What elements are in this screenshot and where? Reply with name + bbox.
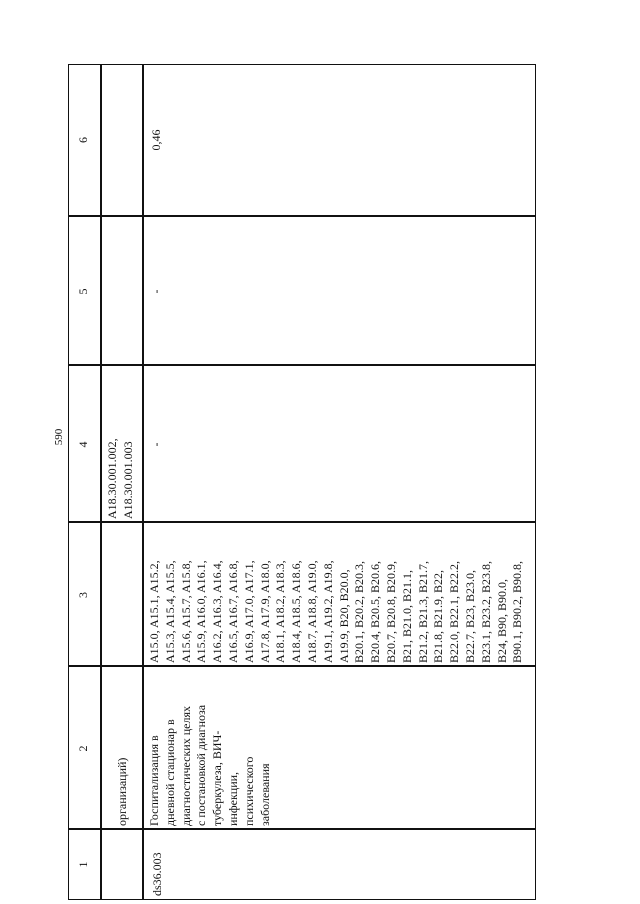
continuation-name-tail: организаций): [115, 757, 129, 826]
row-name-line: диагностических целях: [178, 706, 193, 826]
page-number: 590: [53, 428, 65, 446]
row-service-codes: -: [149, 442, 163, 447]
diagnosis-code-line: B90.1, B90.2, B90.8,: [510, 560, 525, 663]
diagnosis-code-line: B20.4, B20.5, B20.6,: [368, 560, 383, 663]
diagnosis-code-line: B22.7, B23, B23.0,: [462, 569, 477, 663]
diagnosis-code-line: A18.1, A18.2, A18.3,: [273, 560, 288, 663]
col-separator-2: [69, 666, 536, 668]
table-rotation-frame: [68, 64, 536, 900]
header-col-6: 6: [76, 137, 90, 143]
diagnosis-code-line: B24, B90, B90.0,: [494, 578, 509, 663]
row-name-line: с постановкой диагноза: [194, 704, 209, 826]
col-separator-1: [69, 829, 536, 831]
row-name-line: заболевания: [257, 763, 272, 826]
diagnosis-code-line: A18.7, A18.8, A19.0,: [304, 560, 319, 663]
diagnosis-code-line: A15.3, A15.4, A15.5,: [162, 560, 177, 663]
header-col-3: 3: [76, 592, 90, 598]
row-col5: -: [149, 289, 163, 294]
header-col-1: 1: [76, 861, 90, 868]
diagnosis-code-line: A19.9, B20, B20.0,: [336, 569, 351, 663]
row-name: [147, 668, 273, 826]
diagnosis-code-line: B20.7, B20.8, B20.9,: [383, 560, 398, 663]
diagnosis-code-line: A19.1, A19.2, A19.8,: [320, 560, 335, 663]
service-code-line: A18.30.001.003: [120, 441, 135, 519]
diagnosis-code-line: A16.5, A16.7, A16.8,: [225, 560, 240, 663]
diagnosis-code-line: B21.8, B21.9, B22,: [431, 569, 446, 663]
row-name-line: Госпитализация в: [147, 735, 161, 826]
diagnosis-code-line: A18.4, A18.5, A18.6,: [289, 560, 304, 663]
row-name-line: дневной стационар в: [162, 719, 177, 826]
header-col-5: 5: [76, 288, 90, 295]
diagnosis-code-line: A17.8, A17.9, A18.0,: [257, 560, 272, 663]
row-code: ds36.003: [150, 852, 164, 896]
row-coefficient: 0,46: [149, 129, 163, 151]
header-row-separator: [100, 64, 102, 899]
service-code-line: A18.30.001.002,: [105, 438, 119, 519]
diagnosis-code-line: B21, B21.0, B21.1,: [399, 569, 414, 663]
continuation-row-separator: [142, 64, 144, 899]
tariff-table: [68, 64, 536, 900]
col-separator-5: [69, 216, 536, 218]
row-name-line: туберкулеза, ВИЧ-: [210, 730, 225, 826]
diagnosis-code-line: A15.6, A15.7, A15.8,: [178, 560, 193, 663]
row-name-line: психического: [241, 756, 256, 826]
diagnosis-code-line: A15.9, A16.0, A16.1,: [194, 560, 209, 663]
row-name-line: инфекции,: [225, 771, 240, 826]
col-separator-4: [69, 365, 536, 367]
diagnosis-code-line: B21.2, B21.3, B21.7,: [415, 560, 430, 663]
diagnosis-code-line: B23.1, B23.2, B23.8,: [478, 560, 493, 663]
diagnosis-code-line: B22.0, B22.1, B22.2,: [447, 560, 462, 663]
diagnosis-code-line: B20.1, B20.2, B20.3,: [352, 560, 367, 663]
header-col-4: 4: [76, 441, 90, 448]
diagnosis-code-line: A16.2, A16.3, A16.4,: [210, 560, 225, 663]
row-diagnosis-codes: [147, 523, 526, 663]
header-col-2: 2: [76, 745, 90, 752]
diagnosis-code-line: A16.9, A17.0, A17.1,: [241, 560, 256, 663]
diagnosis-code-line: A15.0, A15.1, A15.2,: [147, 560, 161, 663]
continuation-service-codes: [105, 369, 137, 519]
